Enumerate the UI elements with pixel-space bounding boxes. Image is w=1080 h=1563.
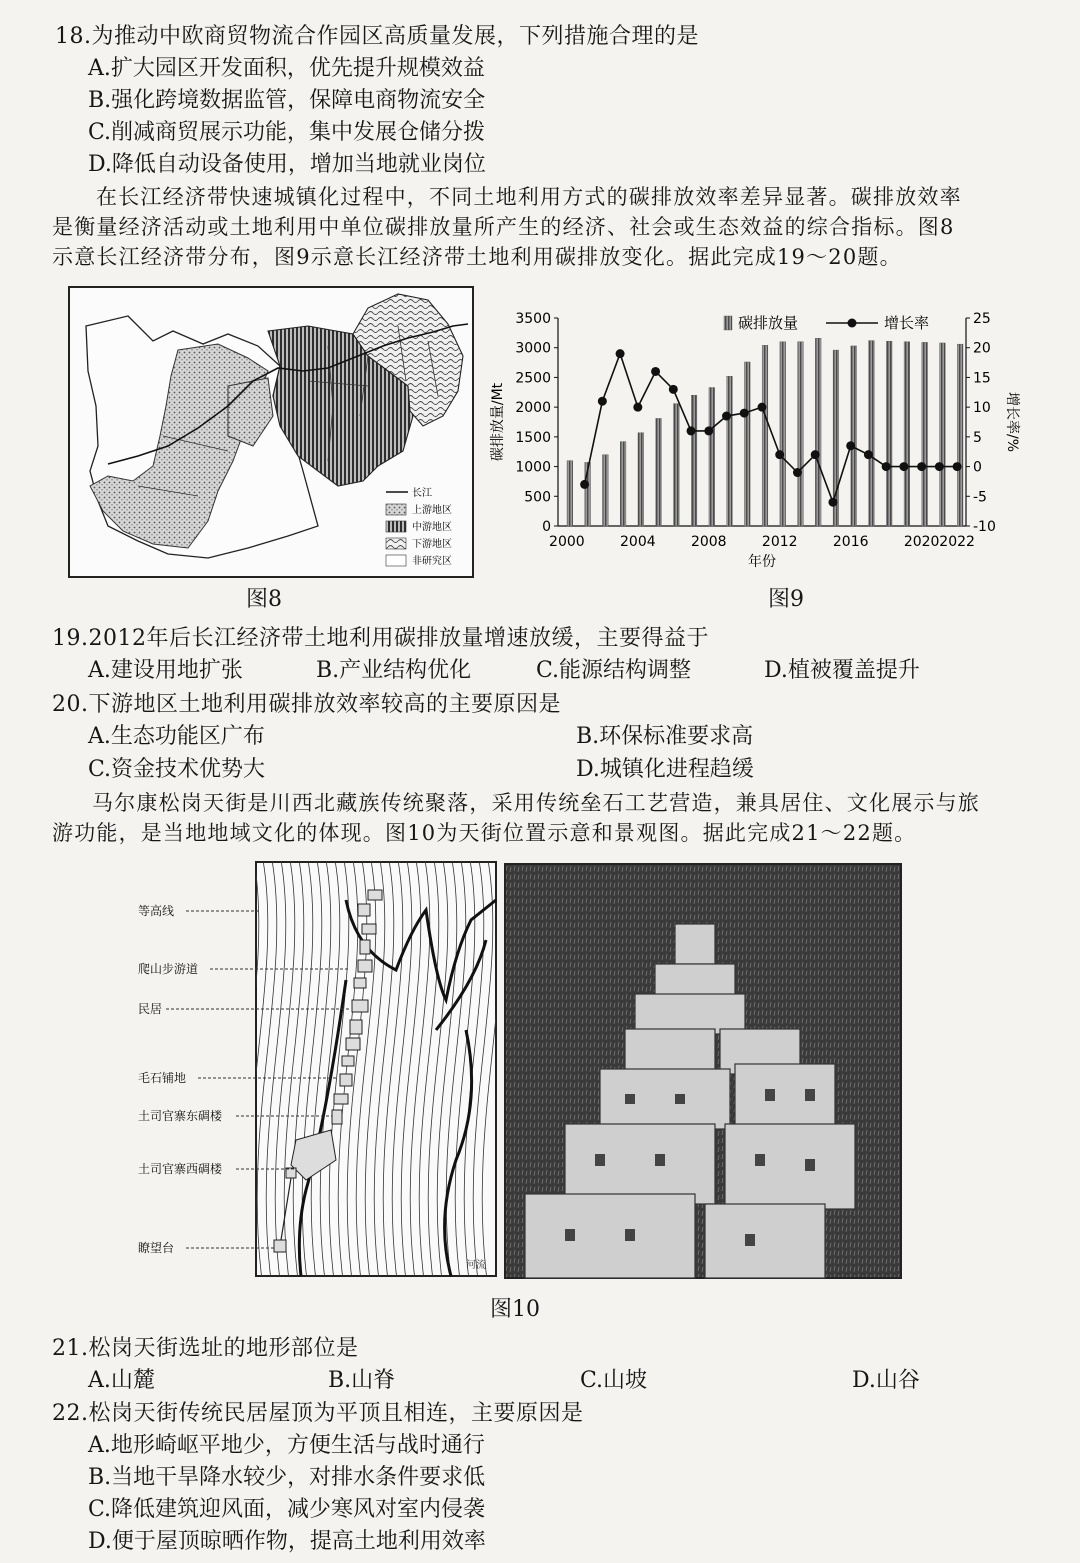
q22-option-d[interactable]: D.便于屋顶晾晒作物，提高土地利用效率 xyxy=(88,1529,486,1554)
figure-9-caption: 图9 xyxy=(768,587,804,612)
bar xyxy=(567,461,573,526)
growth-rate-point xyxy=(580,480,589,489)
growth-rate-point xyxy=(598,397,607,406)
intro-paragraph-1 xyxy=(52,182,1052,272)
right-tick-label: 0 xyxy=(973,459,982,476)
x-tick-label: 2020 xyxy=(903,534,940,550)
intro-paragraph-2 xyxy=(52,788,1052,848)
fig8-legend-middle: 中游地区 xyxy=(412,522,452,533)
figure-10-photo xyxy=(505,864,901,1278)
left-tick-label: 2500 xyxy=(515,370,551,387)
bar xyxy=(656,418,662,526)
x-tick-label: 2022 xyxy=(939,534,975,550)
legend-bar-label: 碳排放量 xyxy=(738,314,799,332)
bar xyxy=(886,341,892,526)
growth-rate-point xyxy=(793,468,802,477)
fig10-label-dwelling: 民居 xyxy=(138,1002,163,1016)
q20-option-d[interactable]: D.城镇化进程趋缓 xyxy=(576,757,754,782)
y-left-axis-label: 碳排放量/Mt xyxy=(490,382,506,462)
growth-rate-point xyxy=(953,462,962,471)
fig10-label-east-tower: 土司官寨东碉楼 xyxy=(138,1109,223,1123)
bar xyxy=(691,395,697,526)
bar xyxy=(957,344,963,526)
intro2-line-2: 游功能，是当地地域文化的体现。图10为天街位置示意和景观图。据此完成21～22题。 xyxy=(52,821,917,845)
fig10-label-west-tower: 土司官寨西碉楼 xyxy=(138,1162,223,1176)
fig10-label-lookout: 瞭望台 xyxy=(138,1241,175,1255)
x-tick-label: 2012 xyxy=(761,534,798,550)
intro1-line-1: 在长江经济带快速城镇化过程中，不同土地利用方式的碳排放效率差异显著。碳排放效率 xyxy=(96,185,962,209)
bar xyxy=(851,346,857,526)
x-axis-label: 年份 xyxy=(748,554,776,570)
q21-option-d[interactable]: D.山谷 xyxy=(852,1368,920,1393)
bar xyxy=(780,342,786,526)
growth-rate-point xyxy=(882,462,891,471)
q18-option-b[interactable]: B.强化跨境数据监管，保障电商物流安全 xyxy=(88,88,486,113)
growth-rate-point xyxy=(651,367,660,376)
right-tick-label: 20 xyxy=(973,340,991,357)
bar xyxy=(744,362,750,526)
figure-8-caption: 图8 xyxy=(246,587,282,612)
bar xyxy=(620,442,626,526)
q19-option-d[interactable]: D.植被覆盖提升 xyxy=(764,658,920,683)
growth-rate-point xyxy=(633,403,642,412)
q18-option-c[interactable]: C.削减商贸展示功能，集中发展仓储分拨 xyxy=(88,120,486,145)
q19-option-a[interactable]: A.建设用地扩张 xyxy=(88,658,243,683)
bar xyxy=(904,342,910,526)
growth-rate-point xyxy=(687,426,696,435)
q19-option-c[interactable]: C.能源结构调整 xyxy=(536,658,692,683)
fig8-legend-nonstudy: 非研究区 xyxy=(412,556,452,567)
contour-line xyxy=(221,860,241,1280)
x-tick-label: 2008 xyxy=(690,534,727,550)
chart9-svg xyxy=(488,300,1020,590)
bar xyxy=(762,345,768,526)
bar xyxy=(709,388,715,526)
fig10-label-contour: 等高线 xyxy=(138,904,175,918)
left-tick-label: 500 xyxy=(524,489,551,506)
growth-rate-point xyxy=(864,450,873,459)
x-tick-label: 2016 xyxy=(832,534,869,550)
contour-line xyxy=(230,860,250,1280)
left-tick-label: 0 xyxy=(542,519,551,535)
q20-stem: 20.下游地区土地利用碳排放效率较高的主要原因是 xyxy=(52,692,561,717)
left-tick-label: 2000 xyxy=(515,400,551,417)
legend-line-marker xyxy=(848,319,857,328)
right-tick-label: 25 xyxy=(973,311,991,327)
q22-option-c[interactable]: C.降低建筑迎风面，减少寒风对室内侵袭 xyxy=(88,1497,486,1522)
intro1-line-2: 是衡量经济活动或土地利用中单位碳排放量所产生的经济、社会或生态效益的综合指标。图8 xyxy=(52,215,955,239)
right-tick-label: -5 xyxy=(973,489,987,506)
growth-rate-point xyxy=(899,462,908,471)
intro1-line-3: 示意长江经济带分布，图9示意长江经济带土地利用碳排放变化。据此完成19～20题。 xyxy=(52,245,902,269)
q22-option-a[interactable]: A.地形崎岖平地少，方便生活与战时通行 xyxy=(88,1433,485,1458)
q22-option-b[interactable]: B.当地干旱降水较少，对排水条件要求低 xyxy=(88,1465,486,1490)
q19-option-b[interactable]: B.产业结构优化 xyxy=(316,658,472,683)
x-tick-label: 2000 xyxy=(549,534,585,550)
right-tick-label: 15 xyxy=(973,370,991,387)
q21-option-a[interactable]: A.山麓 xyxy=(88,1368,155,1393)
bar xyxy=(815,338,821,526)
legend-line-label: 增长率 xyxy=(884,314,930,332)
growth-rate-point xyxy=(935,462,944,471)
growth-rate-point xyxy=(704,426,713,435)
bar xyxy=(798,342,804,526)
q21-option-c[interactable]: C.山坡 xyxy=(580,1368,648,1393)
bar xyxy=(940,343,946,526)
figure-10-schematic xyxy=(136,860,506,1280)
growth-rate-point xyxy=(917,462,926,471)
bar xyxy=(638,433,644,526)
right-tick-label: -10 xyxy=(973,519,996,535)
q18-stem: 18.为推动中欧商贸物流合作园区高质量发展，下列措施合理的是 xyxy=(55,24,699,49)
q19-stem: 19.2012年后长江经济带土地利用碳排放量增速放缓，主要得益于 xyxy=(52,626,709,651)
bar xyxy=(922,342,928,526)
q18-option-a[interactable]: A.扩大园区开发面积，优先提升规模效益 xyxy=(88,56,485,81)
right-tick-label: 10 xyxy=(973,400,991,417)
left-tick-label: 3500 xyxy=(515,311,551,327)
left-tick-label: 3000 xyxy=(515,340,551,357)
q20-option-c[interactable]: C.资金技术优势大 xyxy=(88,757,266,782)
q21-option-b[interactable]: B.山脊 xyxy=(328,1368,396,1393)
figure-8-map xyxy=(68,286,474,578)
growth-rate-point xyxy=(775,450,784,459)
x-tick-label: 2004 xyxy=(620,534,656,550)
q21-stem: 21.松岗天街选址的地形部位是 xyxy=(52,1336,359,1361)
figure-10-caption: 图10 xyxy=(490,1297,540,1322)
growth-rate-point xyxy=(811,450,820,459)
bar xyxy=(673,404,679,526)
growth-rate-point xyxy=(669,385,678,394)
bar xyxy=(869,341,875,526)
left-tick-label: 1000 xyxy=(515,459,551,476)
q22-stem: 22.松岗天街传统民居屋顶为平顶且相连，主要原因是 xyxy=(52,1401,584,1426)
growth-rate-point xyxy=(616,349,625,358)
intro2-line-1: 马尔康松岗天街是川西北藏族传统聚落，采用传统垒石工艺营造，兼具居住、文化展示与旅 xyxy=(92,791,980,815)
growth-rate-point xyxy=(846,441,855,450)
growth-rate-point xyxy=(740,409,749,418)
fig10-label-rubble-paving: 毛石铺地 xyxy=(138,1071,187,1085)
fig10-river-label: 河流 xyxy=(466,1260,486,1271)
legend-bar-swatch xyxy=(724,316,732,330)
fig8-legend-river: 长江 xyxy=(412,488,432,499)
fig10-label-trail: 爬山步游道 xyxy=(138,962,199,976)
bar xyxy=(727,376,733,526)
growth-rate-point xyxy=(758,403,767,412)
fig8-legend-upper: 上游地区 xyxy=(412,505,452,516)
left-tick-label: 1500 xyxy=(515,429,551,446)
q20-option-b[interactable]: B.环保标准要求高 xyxy=(576,724,754,749)
bar xyxy=(603,455,609,526)
growth-rate-point xyxy=(828,498,837,507)
q18-option-d[interactable]: D.降低自动设备使用，增加当地就业岗位 xyxy=(88,152,486,177)
fig8-legend-lower: 下游地区 xyxy=(412,539,452,550)
right-tick-label: 5 xyxy=(973,429,982,446)
figure-9-chart xyxy=(488,300,1020,590)
q20-option-a[interactable]: A.生态功能区广布 xyxy=(88,724,265,749)
growth-rate-point xyxy=(722,412,731,421)
y-right-axis-label: 增长率/% xyxy=(1004,391,1020,453)
